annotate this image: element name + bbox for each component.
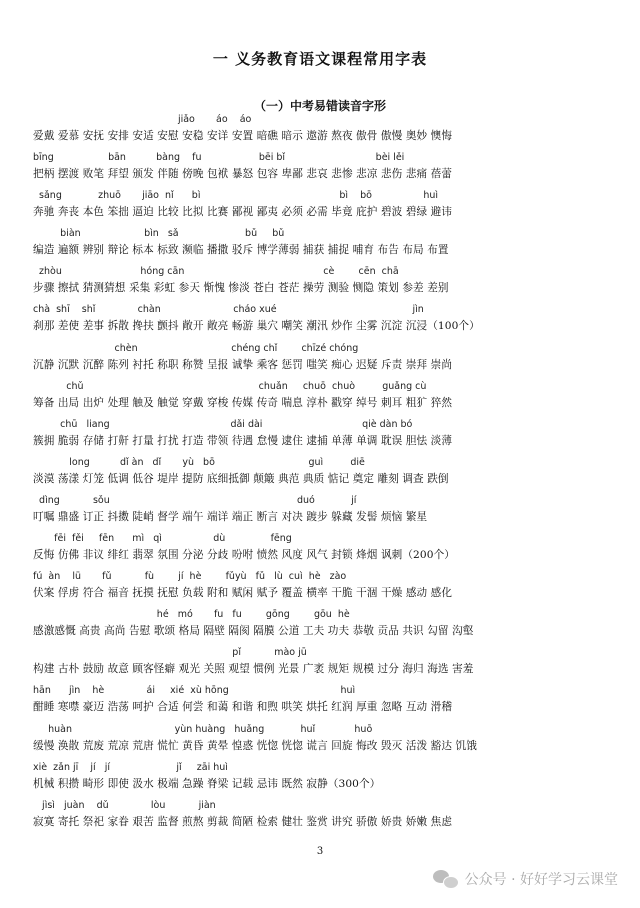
pinyin-line: pǐ mào jū — [33, 647, 307, 659]
hanzi-line: 筹备 出局 出炉 处理 触及 触觉 穿戴 穿梭 传媒 传奇 喘息 淳朴 戳穿 绰号 刺耳 粗犷 猝然 — [33, 396, 453, 409]
hanzi-line: 构建 古朴 鼓励 故意 顾客怪癖 观光 关照 观望 惯例 光景 广袤 规矩 规模 过分 海归 海选 害羞 — [33, 663, 474, 676]
word-row — [33, 609, 623, 647]
hanzi-line: 步骤 擦拭 猜测猜想 采集 彩虹 参天 惭愧 惨淡 苍白 苍茫 操劳 测验 恻隐 策划 参差 差别 — [33, 282, 449, 295]
hanzi-line: 刹那 差使 差事 拆散 搀扶 颤抖 敞开 敞亮 畅游 巢穴 嘲笑 潮汛 炒作 尘雾 沉淀 沉浸（100个） — [33, 320, 480, 333]
hanzi-line: 淡漠 荡漾 灯笼 低调 低谷 堤岸 提防 底细抵御 颠簸 典范 典质 惦记 奠定 雕刻 调查 跌倒 — [33, 472, 449, 485]
word-row — [33, 152, 623, 190]
watermark — [433, 866, 618, 892]
page-number: 3 — [316, 846, 324, 857]
hanzi-line: 缓慢 涣散 荒废 荒凉 荒唐 慌忙 黄昏 黄晕 惶惑 恍惚 恍惚 谎言 回旋 悔改 毁灭 活泼 豁达 饥饿 — [33, 739, 477, 752]
hanzi-line: 反悔 仿佛 非议 绯红 翡翠 氛围 分泌 分歧 吩咐 愤然 风度 风气 封锁 烽烟 讽刺（200个） — [33, 549, 455, 562]
pinyin-line: long dǐ àn dǐ yù bō guì diē — [33, 456, 365, 468]
pinyin-line: chǔ chuǎn chuō chuò guǎng cù — [33, 380, 427, 392]
pinyin-line: hé mó fu fu gōng gōu hè — [33, 609, 350, 621]
word-row — [33, 762, 623, 800]
word-row — [33, 647, 623, 685]
word-row — [33, 685, 623, 723]
word-row — [33, 419, 623, 457]
pinyin-line: jìsì juàn dǔ lòu jiàn — [33, 799, 216, 811]
pinyin-line: chà shī shǐ chàn cháo xué jìn — [33, 304, 424, 316]
pinyin-line: fēi fěi fēn mì qì dù fēng — [33, 533, 292, 545]
pinyin-line: jiǎo áo áo — [33, 114, 252, 125]
hanzi-line: 机械 积攒 畸形 即使 汲水 极端 急躁 脊梁 记载 忌讳 既然 寂静（300个） — [33, 777, 381, 790]
pinyin-line: biàn bìn sǎ bǔ bǔ — [33, 228, 285, 240]
section-subtitle: （一）中考易错读音字形 — [253, 99, 386, 113]
word-row — [33, 457, 623, 495]
word-row — [33, 381, 623, 419]
pinyin-line: huàn yùn huàng huǎng huǐ huō — [33, 723, 373, 735]
pinyin-line: sǎng zhuō jiāo nǐ bì bì bō huì — [33, 190, 438, 202]
word-list — [33, 114, 623, 838]
page-title: 一 义务教育语文课程常用字表 — [212, 50, 428, 68]
hanzi-line: 叮嘱 鼎盛 订正 抖擞 陡峭 督学 端午 端详 端正 断言 对决 踱步 躲藏 发髻 烦恼 繁星 — [33, 510, 428, 523]
word-row — [33, 533, 623, 571]
word-row — [33, 724, 623, 762]
hanzi-line: 伏案 俘虏 符合 福音 抚摸 抚慰 负载 附和 赋闲 赋予 覆盖 横率 干脆 干涸 干燥 感动 感化 — [33, 587, 453, 600]
word-row — [33, 114, 623, 152]
hanzi-line: 酣睡 寒噤 豪迈 浩荡 呵护 合适 何尝 和蔼 和谐 和煦 哄笑 烘托 红润 厚重 忽略 互动 滑稽 — [33, 701, 453, 714]
word-row — [33, 304, 623, 342]
hanzi-line: 奔驰 奔丧 本色 笨拙 逼迫 比较 比拟 比赛 鄙视 鄙夷 必须 必需 毕竟 庇护 碧波 碧绿 避讳 — [33, 206, 453, 219]
pinyin-line: dìng sǒu duó jí — [33, 494, 357, 506]
word-row — [33, 495, 623, 533]
pinyin-line: chèn chéng chǐ chīzé chóng — [33, 342, 359, 354]
pinyin-line: chū liang dǎi dài qiè dàn bó — [33, 418, 413, 430]
word-row — [33, 228, 623, 266]
word-row — [33, 343, 623, 381]
word-row — [33, 190, 623, 228]
word-row — [33, 800, 623, 838]
pinyin-line: fú àn lǜ fǔ fù jí hè fǔyù fǔ lù cuì hè zào — [33, 571, 347, 583]
wechat-icon — [433, 868, 459, 890]
word-row — [33, 266, 623, 304]
hanzi-line: 编造 遍额 辨别 辩论 标本 标致 濒临 播撒 驳斥 博学薄弱 捕获 捕捉 哺育 布告 布局 布置 — [33, 244, 449, 257]
hanzi-line: 感激感慨 高贵 高尚 告慰 歌颂 格局 隔壁 隔阂 隔膜 公道 工夫 功夫 恭敬 贡品 共识 勾留 沟壑 — [33, 625, 474, 638]
watermark-text: 公众号 · 好好学习云课堂 — [464, 872, 618, 888]
hanzi-line: 簇拥 脆弱 存储 打鼾 打量 打扰 打造 带领 待遇 怠慢 逮住 逮捕 单薄 单调 耽误 胆怯 淡薄 — [33, 434, 453, 447]
pinyin-line: xiè zǎn jī jí jí jǐ zāi huì — [33, 761, 228, 773]
pinyin-line: bīng bān bàng fu bēi bǐ bèi lěi — [33, 152, 405, 164]
hanzi-line: 把柄 摆渡 败笔 拜望 颁发 伴随 傍晚 包袱 暴怒 包容 卑鄙 悲哀 悲惨 悲凉 悲伤 悲痛 蓓蕾 — [33, 168, 453, 181]
hanzi-line: 沉静 沉默 沉醉 陈列 衬托 称职 称赞 呈报 诚挚 乘客 惩罚 嗤笑 痴心 迟疑 斥责 崇拜 崇尚 — [33, 358, 453, 371]
word-row — [33, 571, 623, 609]
hanzi-line: 爱戴 爱慕 安抚 安排 安适 安慰 安稳 安详 安置 暗礁 暗示 遨游 熬夜 傲骨 傲慢 奥妙 懊悔 — [33, 130, 453, 142]
hanzi-line: 寂寞 寄托 祭祀 家眷 艰苦 监督 煎熬 剪裁 简陋 检索 健壮 鉴赏 讲究 骄傲 娇贵 娇嫩 焦虑 — [33, 815, 453, 828]
pinyin-line: hān jìn hè ái xié xù hōng huì — [33, 685, 356, 697]
pinyin-line: zhòu hóng cān cè cēn chā — [33, 266, 399, 278]
